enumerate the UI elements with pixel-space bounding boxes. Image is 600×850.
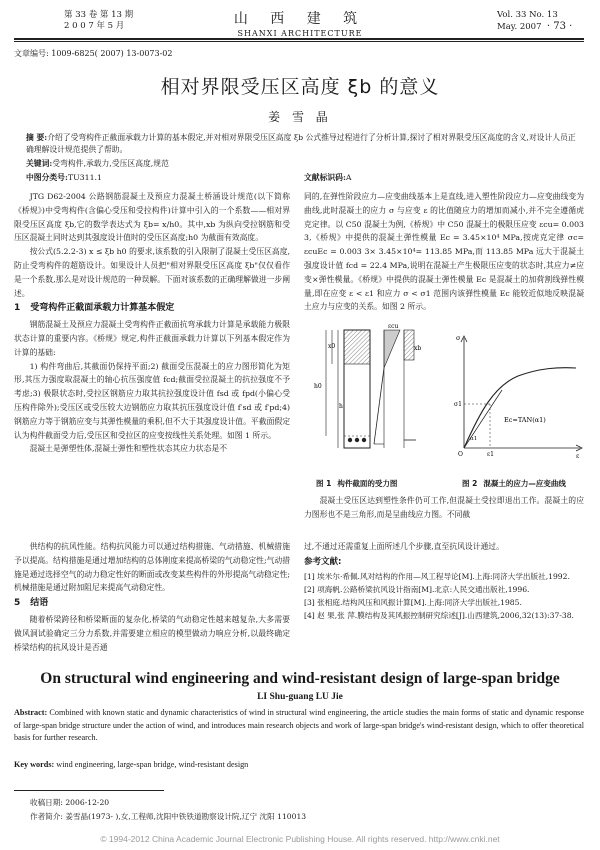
- left-paragraph: 按公式(5.2.2-3) x ≤ ξb h0 的要求,该系数的引入限制了混凝土受压区高度,防止受弯构件的超筋设计。如果设计人员把"相对界限受压区高度 ξb"仅仅看作是一个系数,那么是对设计规范的一种误解。下面对该系数的正确理解做进一步阐述。: [14, 247, 290, 298]
- figure-1-number: 图 1: [316, 479, 332, 488]
- bottom-right-paragraph: 过,不通过还需重复上面所述几个步骤,直至抗风设计通过。: [304, 542, 504, 551]
- volume-number: Vol. 33 No. 13: [497, 10, 558, 20]
- label-sigma1: σ1: [454, 401, 462, 408]
- strain-compression: [384, 330, 400, 368]
- bottom-left-paragraph: 随着桥梁跨径和桥梁断面的复杂化,桥梁的气动稳定性越来越复杂,大多需要做风洞试验确定三分力系数,并需要建立相应的模型做动力响应分析,以最终确定桥梁结构的抗风设计是否通: [14, 614, 290, 652]
- keywords-text: 受弯构件,承载力,受压区高度,规范: [52, 159, 169, 168]
- left-paragraph: 1) 构件弯曲后,其截面仍保持平面;2) 截面受压混凝土的应力图形简化为矩形,其压力强度取混凝土的轴心抗压强度值 fcd;截面受拉混凝土的抗拉强度不予考虑;3) 极限状态时,受拉区钢筋应力取其抗拉强度设计值 fsd 或 fpd(小偏心受压构件除外);受压区或受压较大边钢筋应力取其抗压强度设计值 f′sd 或 f′pd;4) 钢筋应力等于钢筋应变与其弹性模量的乘积,但不大于其强度设计值。平截面假定认为构件截面受力后,受压区和受拉区的应变按线性关系处理。如图 1 所示。: [14, 361, 290, 440]
- figure-2-number: 图 2: [462, 479, 478, 488]
- section-number: 5: [14, 598, 21, 609]
- volume-info: [497, 10, 572, 33]
- label-h0: h0: [314, 383, 322, 390]
- left-column: [14, 190, 290, 456]
- compression-zone: [344, 330, 370, 364]
- abstract-text: 介绍了受弯构件正截面承载力计算的基本假定,并对相对界限受压区高度 ξb 公式推导过程进行了分析计算,探讨了相对界限受压区高度的含义,对设计人员正确理解设计规范提供了帮助。: [26, 133, 576, 154]
- label-ec: Ec=TAN(α1): [504, 416, 546, 424]
- english-keywords: [14, 760, 584, 769]
- figures: [304, 324, 584, 474]
- footnote-rule: [14, 790, 164, 791]
- english-abstract-text: Combined with known static and dynamic characteristics of wind in structural wind engineering, the article studies the main forms of static and dynamic response of large-span bridge structure under the action of wind, and introduces main research objects and work of large-span bridge's wind-resistant design, which to offer theoretical basis for further research.: [14, 708, 585, 742]
- keywords-cn: [26, 158, 582, 170]
- stress-block: [404, 330, 414, 360]
- right-paragraph: 混凝土受压区达到塑性条件仍可工作,但混凝土受拉即退出工作。混凝土的应力图形也不是三角形,而是呈曲线应力图。不同截: [304, 496, 584, 519]
- journal-name-en: SHANXI ARCHITECTURE: [237, 29, 363, 38]
- journal-name-cn: 山 西 建 筑: [233, 11, 367, 27]
- english-title: On structural wind engineering and wind-resistant design of large-span bridge: [40, 670, 560, 687]
- right-column-bottom: [304, 494, 584, 522]
- header-rule-thin: [14, 41, 584, 42]
- doc-code-text: A: [345, 173, 352, 182]
- right-column: [304, 190, 584, 314]
- left-paragraph: 钢筋混凝土及预应力混凝土受弯构件正截面抗弯承载力计算是承载能力极限状态计算的重要内容。《桥规》规定,构件正截面承载力计算以下列基本假定作为计算的基础:: [14, 320, 290, 357]
- figure-2-diagram: [454, 334, 582, 460]
- paper-title: 相对界限受压区高度 ξb 的意义: [160, 76, 440, 98]
- english-abstract-label: Abstract:: [14, 708, 48, 717]
- figure-2-caption: [462, 478, 572, 489]
- right-paragraph: 同的,在弹性阶段应力—应变曲线基本上是直线,进入塑性阶段应力—应变曲线变为曲线,此时混凝土的应力 σ 与应变 ε 的比值随应力的增加而减小,并不完全遵循虎克定律。以 C50 混凝土为例,《桥规》中 C50 混凝土的极限压应变 εcu= 0.003 3,《桥规》中提供的混凝土弹性模量 Ec = 3.45×10⁴ MPa,按虎克定律 σc= εcuEc = 0.003 3× 3.45×10⁴= 113.85 MPa,而 113.85 MPa 远大于混凝土强度设计值 fcd = 22.4 MPa,说明在混凝土产生极限压应变的状态时,其应力≠应变×弹性模量。《桥规》中提供的混凝土弹性模量 Ec 是混凝土的加荷割线弹性模量,即在应变 ε < ε1 和应力 σ < σ1 范围内该弹性模量 Ec 能较近似地反映混凝土应力与应变的关系。如图 2 所示。: [304, 192, 584, 312]
- clc-text: TU311.1: [67, 173, 102, 182]
- figure-1-caption: [316, 478, 403, 489]
- label-sigma: σ: [456, 334, 461, 342]
- reference-item: [2] 项海帆.公路桥梁抗风设计指南[M].北京:人民交通出版社,1996.: [304, 584, 530, 594]
- clc-label: 中图分类号:: [26, 173, 68, 182]
- copyright-notice: © 1994-2012 China Academic Journal Electronic Publishing House. All rights reserved. http://www.cnki.net: [100, 834, 500, 844]
- english-authors: LI Shu-guang LU Jie: [257, 692, 343, 702]
- abstract-cn: [26, 132, 582, 156]
- english-abstract: [14, 707, 584, 745]
- label-alpha: α1: [470, 436, 478, 442]
- received-date: 收稿日期: 2006-12-20: [30, 798, 110, 807]
- label-epsilon: ε: [576, 452, 580, 460]
- page-number: · 73 ·: [546, 21, 573, 32]
- issue-date: 2 0 0 7 年 5 月: [64, 21, 125, 31]
- section-heading-5: [14, 597, 290, 611]
- label-eps-cu: εcu: [388, 324, 399, 330]
- bottom-right-column: [304, 540, 584, 622]
- label-origin: O: [458, 451, 463, 458]
- bottom-left-paragraph: 供结构的抗风性能。结构抗风能力可以通过结构措施、气动措施、机械措施予以提高。结构措施是通过增加结构的总体刚度来提高桥梁的气动稳定性;气动措施是通过选择空气的动力稳定性好的断面或改变某些构件的外形提高气动稳定性;机械措施是通过附加阻尼来提高气动稳定性。: [14, 542, 290, 593]
- label-x0: x0: [328, 343, 336, 350]
- section-heading-1: [14, 302, 290, 316]
- figure-1-diagram: [314, 324, 421, 448]
- label-eps1: ε1: [487, 451, 494, 458]
- clc-number: [26, 172, 286, 184]
- left-paragraph: JTG D62-2004 公路钢筋混凝土及预应力混凝土桥涵设计规范(以下简称《桥规》)中受弯构件(含偏心受压和受拉构件)计算中引入的一个系数——相对界限受压区高度 ξb,它的数学表达式为 ξb= x/h0。其中,xb 为纵向受拉钢筋和受压区混凝土同时达到其强度设计值时的受压区高度;h0 为截面有效高度。: [14, 192, 290, 243]
- keywords-label: 关键词:: [26, 159, 53, 168]
- english-keywords-text: wind engineering, large-span bridge, wind-resistant design: [56, 760, 249, 769]
- figure-1-title: 构件截面的受力图: [337, 479, 398, 488]
- label-xb: xb: [414, 345, 422, 352]
- author-info: 作者简介: 姜雪晶(1973- ),女,工程师,沈阳中铁铁道勘察设计院,辽宁 沈阳 110013: [30, 812, 307, 821]
- stress-strain-curve: [464, 368, 576, 448]
- figure-2-title: 混凝土的应力—应变曲线: [483, 479, 566, 488]
- reference-item: [3] 张相庭.结构风压和风振计算[M].上海:同济大学出版社,1985.: [304, 597, 522, 607]
- abstract-label: 摘 要:: [26, 133, 48, 142]
- references-heading: 参考文献:: [304, 556, 342, 567]
- section-number: 1: [14, 303, 21, 314]
- reference-item: [1] 埃米尔·希佩.风对结构的作用—风工程导论[M].上海:同济大学出版社,1992.: [304, 571, 570, 581]
- volume-date: May. 2007: [497, 22, 542, 32]
- left-paragraph: 混凝土是弹塑性体,混凝土弹性和塑性状态其应力状态是不: [29, 444, 227, 454]
- header-rule: [14, 38, 584, 40]
- doc-code: [304, 172, 504, 184]
- label-h: h: [339, 403, 343, 410]
- article-number: 文章编号: 1009-6825( 2007) 13-0073-02: [14, 49, 173, 58]
- paper-author: 姜 雪 晶: [268, 110, 332, 124]
- bottom-left-column: [14, 540, 290, 654]
- doc-code-label: 文献标识码:: [304, 173, 346, 182]
- page-header: [0, 6, 600, 40]
- english-keywords-label: Key words:: [14, 760, 55, 769]
- section-title: 受弯构件正截面承载力计算基本假定: [30, 303, 175, 314]
- section-title: 结语: [30, 598, 49, 609]
- issue-volume: 第 33 卷 第 13 期: [64, 10, 134, 20]
- reference-item: [4] 赵 果,张 萍.膜结构及其风振控制研究综述[J].山西建筑,2006,32(13):37-38.: [304, 610, 574, 620]
